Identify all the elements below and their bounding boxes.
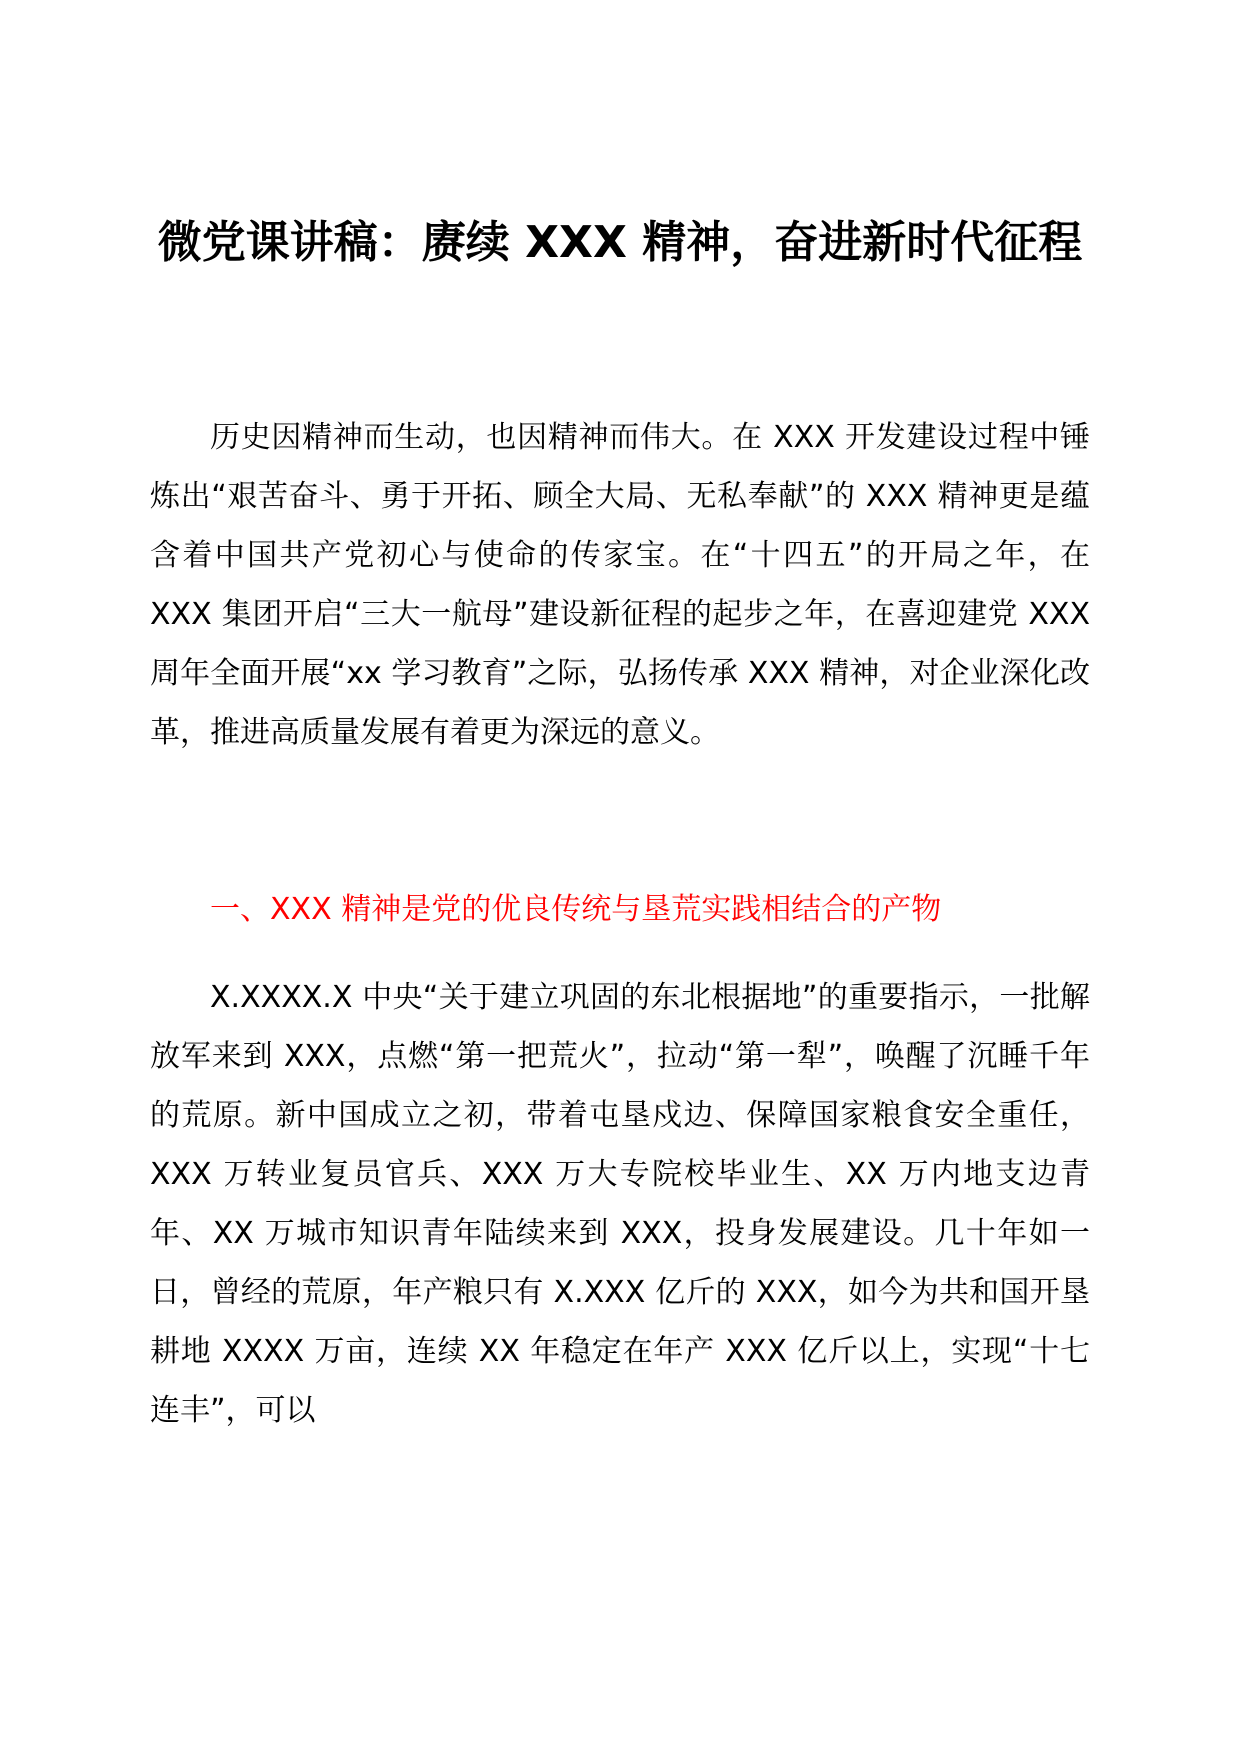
intro-paragraph: 历史因精神而生动，也因精神而伟大。在 XXX 开发建设过程中锤炼出“艰苦奋斗、勇于开拓、顾全大局、无私奉献”的 XXX 精神更是蕴含着中国共产党初心与使命的传家宝。在“十四五”的开局之年，在 XXX 集团开启“三大一航母”建设新征程的起步之年，在喜迎建党 XXX 周年全面开展“xx 学习教育”之际，弘扬传承 XXX 精神，对企业深化改革，推进高质量发展有着更为深远的意义。 [150, 420, 1090, 750]
document-title: 微党课讲稿：赓续 XXX 精神，奋进新时代征程 [157, 217, 1083, 268]
section-paragraph: X.XXXX.X 中央“关于建立巩固的东北根据地”的重要指示，一批解放军来到 XXX，点燃“第一把荒火”，拉动“第一犁”，唤醒了沉睡千年的荒原。新中国成立之初，带着屯垦戍边、保障国家粮食安全重任，XXX 万转业复员官兵、XXX 万大专院校毕业生、XX 万内地支边青年、XX 万城市知识青年陆续来到 XXX，投身发展建设。几十年如一日，曾经的荒原，年产粮只有 X.XXX 亿斤的 XXX，如今为共和国开垦耕地 XXXX 万亩，连续 XX 年稳定在年产 XXX 亿斤以上，实现“十七连丰”，可以 [150, 980, 1090, 1428]
section-heading: 一、XXX 精神是党的优良传统与垦荒实践相结合的产物 [210, 892, 942, 927]
